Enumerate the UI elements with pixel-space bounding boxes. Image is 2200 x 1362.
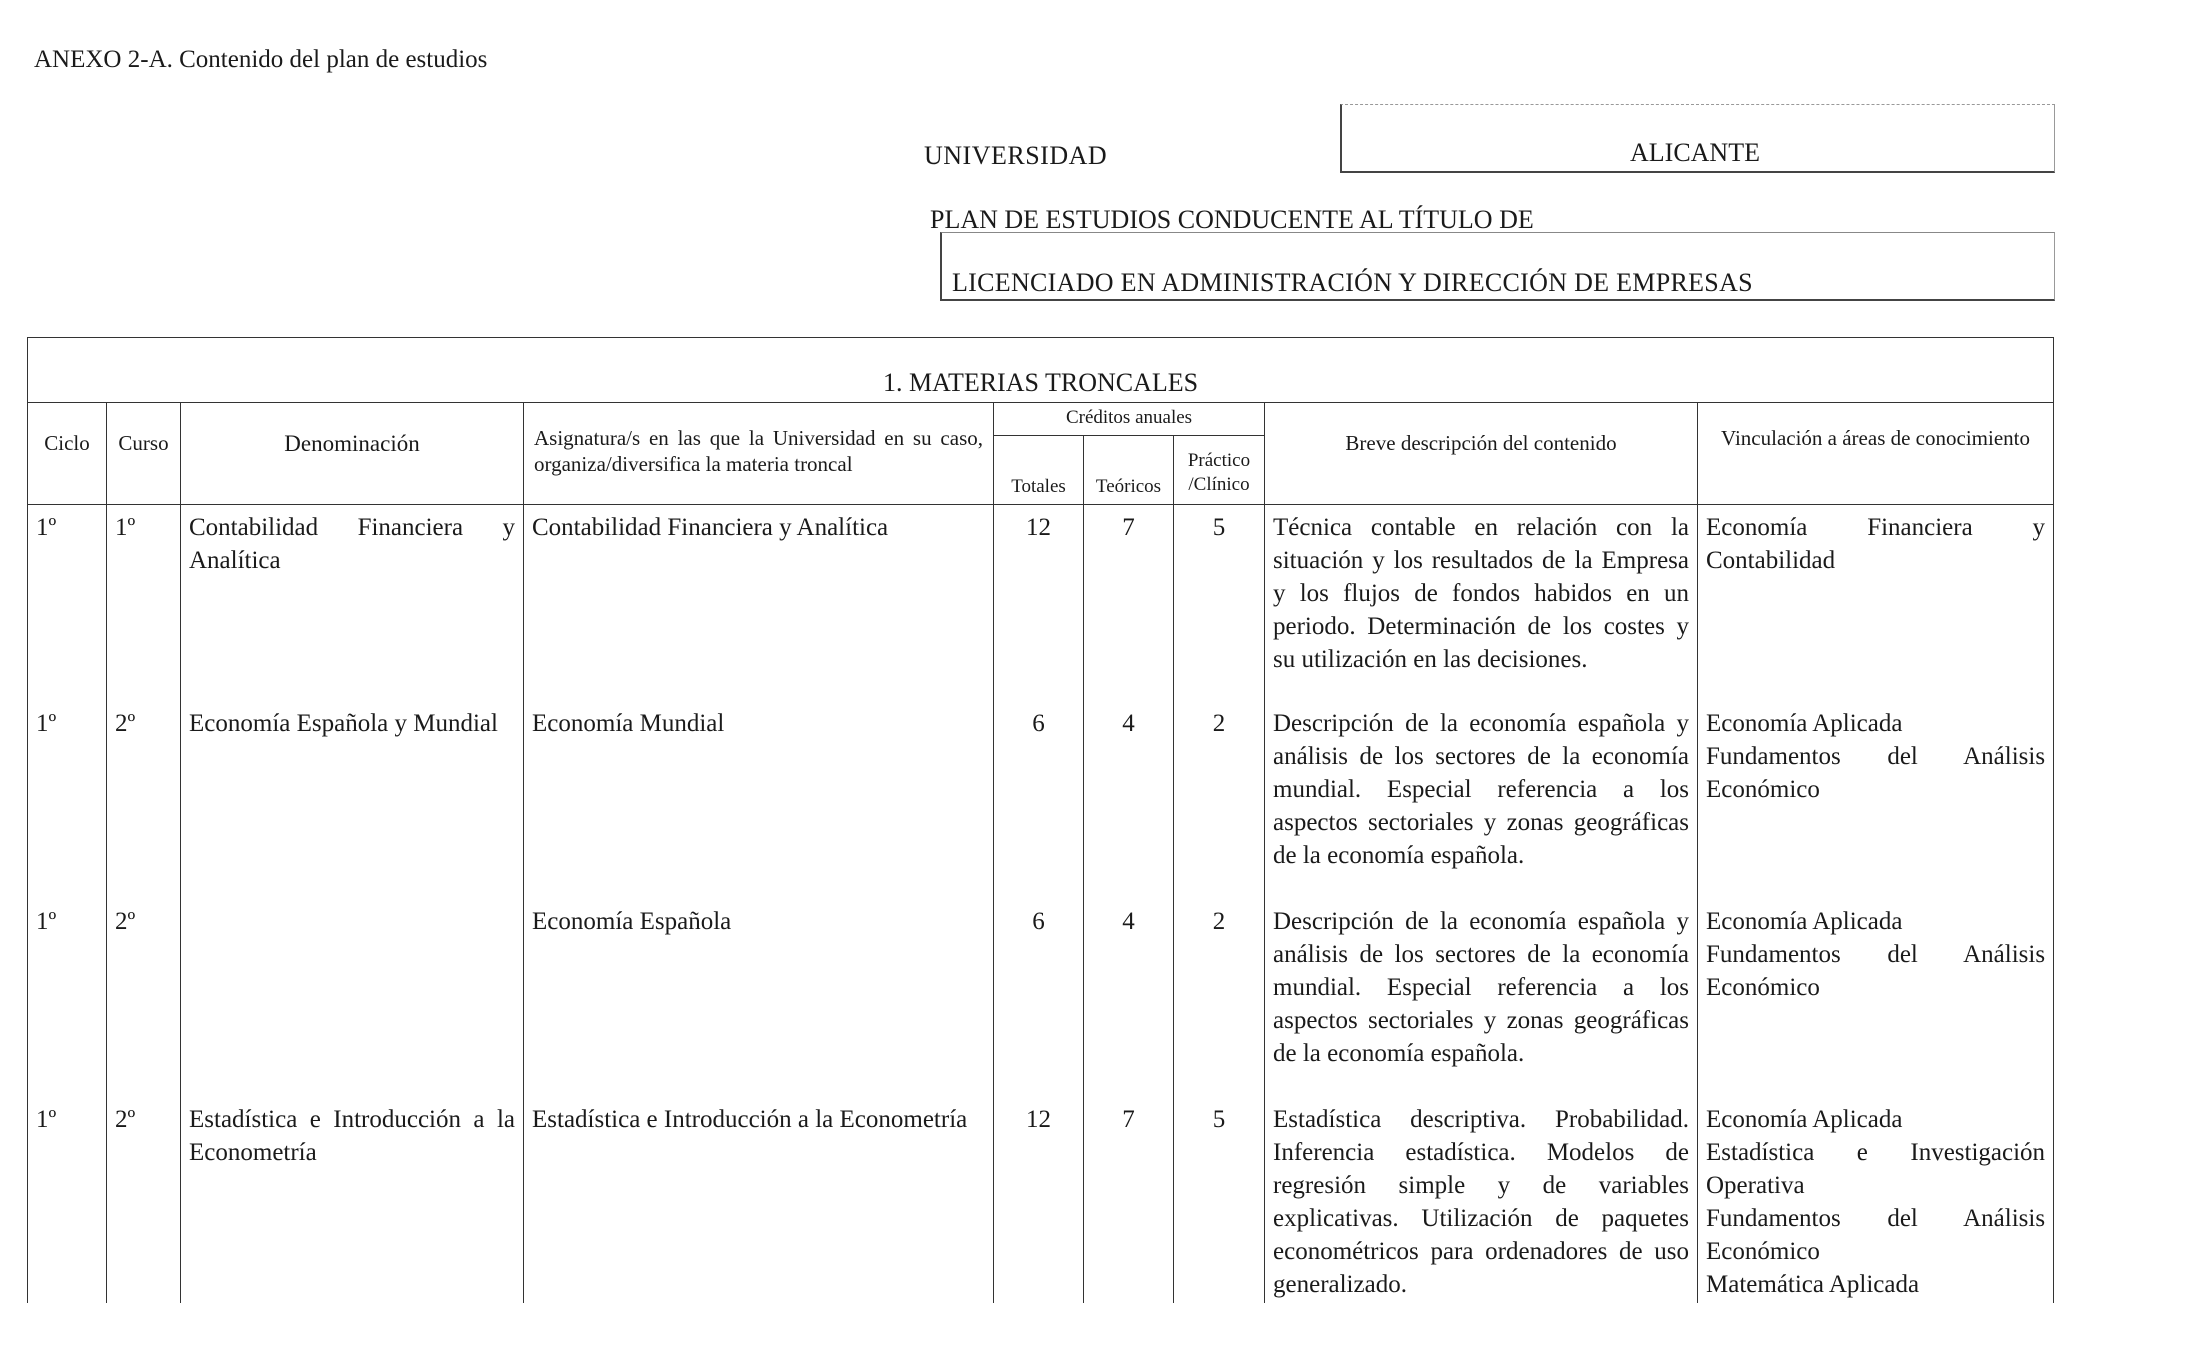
plan-label: PLAN DE ESTUDIOS CONDUCENTE AL TÍTULO DE (930, 205, 1534, 234)
cell-totales: 6 (994, 701, 1084, 899)
cell-areas (1698, 701, 2054, 899)
cell-practicos: 2 (1174, 701, 1265, 899)
area-item: Economía Aplicada (1706, 1106, 1903, 1133)
cell-teoricos: 7 (1084, 1097, 1174, 1303)
cell-denominacion: Economía Española y Mundial (181, 701, 524, 899)
cell-teoricos: 7 (1084, 505, 1174, 702)
cell-practicos: 5 (1174, 505, 1265, 702)
area-item: Fundamentos del Análisis Económico (1706, 1205, 2046, 1265)
header-curso: Curso (107, 403, 181, 505)
header-teoricos: Teóricos (1084, 436, 1174, 505)
cell-ciclo: 1º (28, 701, 107, 899)
header-practico: Práctico /Clínico (1174, 436, 1265, 505)
area-item: Economía Financiera y Contabilidad (1706, 514, 2046, 574)
header-totales: Totales (994, 436, 1084, 505)
cell-curso: 2º (107, 1097, 181, 1303)
cell-curso: 2º (107, 701, 181, 899)
cell-practicos: 5 (1174, 1097, 1265, 1303)
degree-value: LICENCIADO EN ADMINISTRACIÓN Y DIRECCIÓN DE EMPRESAS (952, 268, 1753, 297)
table-row (28, 505, 2054, 702)
cell-teoricos: 4 (1084, 899, 1174, 1097)
header-ciclo: Ciclo (28, 403, 107, 505)
university-label: UNIVERSIDAD (924, 141, 1108, 170)
header-vinculacion: Vinculación a áreas de conocimiento (1698, 403, 2054, 505)
cell-areas (1698, 505, 2054, 702)
annex-title: ANEXO 2-A. Contenido del plan de estudios (34, 46, 488, 73)
cell-asignatura: Contabilidad Financiera y Analítica (524, 505, 994, 702)
cell-descripcion: Descripción de la economía española y análisis de los sectores de la economía mundial. Especial referencia a los aspectos sectoriales y zonas geográficas de la economía española. (1265, 899, 1698, 1097)
cell-areas (1698, 1097, 2054, 1303)
header-creditos: Créditos anuales (994, 403, 1265, 436)
table-row (28, 701, 2054, 899)
cell-areas (1698, 899, 2054, 1097)
area-item: Fundamentos del Análisis Económico (1706, 743, 2046, 803)
header-denominacion: Denominación (181, 403, 524, 505)
cell-ciclo: 1º (28, 899, 107, 1097)
area-item: Economía Aplicada (1706, 908, 1903, 935)
cell-denominacion: Estadística e Introducción a la Econometría (181, 1097, 524, 1303)
cell-descripcion: Estadística descriptiva. Probabilidad. Inferencia estadística. Modelos de regresión simple y de variables explicativas. Utilización de paquetes econométricos para ordenadores de uso generalizado. (1265, 1097, 1698, 1303)
cell-totales: 12 (994, 1097, 1084, 1303)
cell-curso: 2º (107, 899, 181, 1097)
university-value: ALICANTE (1630, 138, 1760, 167)
cell-practicos: 2 (1174, 899, 1265, 1097)
cell-denominacion (181, 899, 524, 1097)
cell-curso: 1º (107, 505, 181, 702)
cell-teoricos: 4 (1084, 701, 1174, 899)
area-item: Estadística e Investigación Operativa (1706, 1139, 2046, 1199)
cell-ciclo: 1º (28, 505, 107, 702)
cell-asignatura: Economía Española (524, 899, 994, 1097)
table-row (28, 1097, 2054, 1303)
cell-asignatura: Economía Mundial (524, 701, 994, 899)
cell-denominacion: Contabilidad Financiera y Analítica (181, 505, 524, 702)
cell-descripcion: Técnica contable en relación con la situación y los resultados de la Empresa y los flujos de fondos habidos en un periodo. Determinación de los costes y su utilización en las decisiones. (1265, 505, 1698, 702)
cell-totales: 12 (994, 505, 1084, 702)
cell-totales: 6 (994, 899, 1084, 1097)
header-asignaturas: Asignatura/s en las que la Universidad en su caso, organiza/diversifica la materia troncal (524, 403, 994, 505)
section-title: 1. MATERIAS TRONCALES (28, 338, 2054, 403)
area-item: Fundamentos del Análisis Económico (1706, 941, 2046, 1001)
area-item: Matemática Aplicada (1706, 1271, 1920, 1298)
area-item: Economía Aplicada (1706, 710, 1903, 737)
cell-ciclo: 1º (28, 1097, 107, 1303)
cell-descripcion: Descripción de la economía española y análisis de los sectores de la economía mundial. Especial referencia a los aspectos sectoriales y zonas geográficas de la economía española. (1265, 701, 1698, 899)
header-descripcion: Breve descripción del contenido (1265, 403, 1698, 505)
cell-asignatura: Estadística e Introducción a la Econometría (524, 1097, 994, 1303)
troncales-table (27, 337, 2054, 1303)
table-row (28, 899, 2054, 1097)
